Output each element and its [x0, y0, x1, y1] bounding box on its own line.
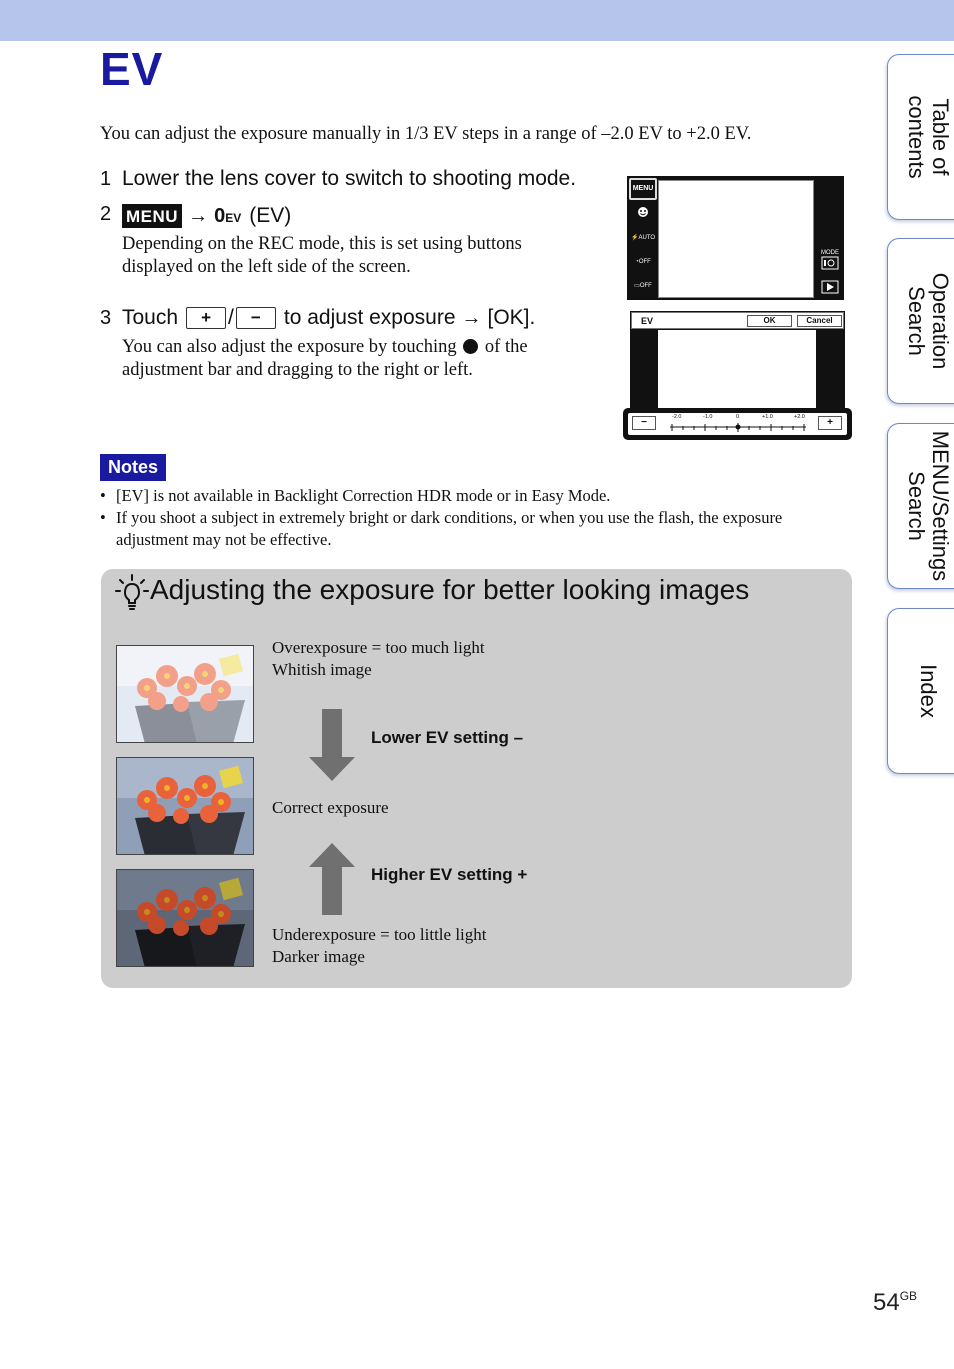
note-item: • If you shoot a subject in extremely bright or dark conditions, or when you use the flash, the exposure adjustment may not be effective. — [100, 507, 840, 551]
plus-key-icon: + — [186, 307, 226, 329]
minus-key-icon: − — [236, 307, 276, 329]
ev-viewfinder — [658, 330, 816, 413]
arrow-icon: → — [188, 204, 209, 227]
note-item: • [EV] is not available in Backlight Correction HDR mode or in Easy Mode. — [100, 485, 840, 507]
arrow-icon: → — [461, 306, 482, 329]
self-timer-off-icon: ◔OFF — [635, 259, 651, 265]
tick-label: +1.0 — [762, 414, 773, 420]
arrow-down-icon — [309, 709, 355, 781]
bullet-dot-icon — [463, 339, 478, 354]
ev-screen-label: EV — [641, 316, 654, 326]
correct-exposure-photo — [116, 757, 254, 855]
notes-label: Notes — [100, 454, 166, 481]
adjustment-bar — [623, 408, 852, 440]
tab-menu-settings-search[interactable]: MENU/Settings Search — [887, 423, 954, 589]
step-2-body: Depending on the REC mode, this is set using buttons displayed on the left side of the screen. — [122, 234, 522, 277]
minus-button-icon: − — [632, 416, 656, 430]
top-banner — [0, 0, 954, 41]
step-2-heading — [122, 204, 291, 228]
page-number: $54^{GB}$ — [873, 1289, 918, 1316]
tab-table-of-contents[interactable]: Table of contents — [887, 54, 954, 220]
underexposed-photo — [116, 869, 254, 967]
lightbulb-icon — [114, 572, 150, 612]
lower-ev-label: Lower EV setting – — [371, 728, 524, 747]
step-2-number: 2 — [100, 203, 112, 225]
step-2-ev-label: (EV) — [249, 204, 292, 227]
step-3-number: 3 — [100, 307, 112, 329]
tab-operation-search[interactable]: Operation Search — [887, 238, 954, 404]
ev-top-bar — [631, 312, 844, 329]
underexposure-text: Underexposure = too little light Darker image — [272, 925, 487, 966]
cancel-button-icon: Cancel — [797, 315, 842, 327]
step-3-heading: Touch + / − to adjust exposure → [OK]. — [122, 306, 536, 329]
tick-label: 0 — [736, 414, 740, 420]
camera-viewfinder — [658, 180, 814, 298]
correct-exposure-text: Correct exposure — [272, 798, 389, 817]
ev-icon: 0EV — [214, 204, 242, 227]
ok-button-icon: OK — [747, 315, 792, 327]
playback-icon — [819, 280, 841, 296]
overexposed-photo — [116, 645, 254, 743]
arrow-up-icon — [309, 843, 355, 915]
overexposure-text: Overexposure = too much light Whitish image — [272, 638, 485, 679]
step-1-heading: Lower the lens cover to switch to shooting mode. — [122, 167, 577, 190]
intro-text: You can adjust the exposure manually in 1/3 EV steps in a range of –2.0 EV to +2.0 EV. — [100, 124, 752, 144]
menu-key-icon: MENU — [122, 204, 182, 228]
tab-index[interactable]: Index — [887, 608, 954, 774]
page-title: EV — [100, 43, 164, 95]
tick-label: -2.0 — [672, 414, 682, 420]
display-off-icon: ▭OFF — [634, 283, 652, 289]
notes-list — [100, 485, 840, 551]
adjustment-scale — [668, 421, 808, 433]
plus-button-icon: + — [818, 416, 842, 430]
smile-icon — [630, 205, 656, 225]
hint-title: Adjusting the exposure for better looking images — [150, 574, 750, 605]
higher-ev-label: Higher EV setting + — [371, 865, 528, 884]
menu-button-icon: MENU — [629, 178, 657, 200]
tick-label: -1.0 — [703, 414, 713, 420]
flash-auto-icon: ⚡AUTO — [630, 235, 656, 241]
step-1-number: 1 — [100, 168, 112, 190]
camera-screen-shooting — [627, 176, 844, 300]
step-3-body: You can also adjust the exposure by touching of the adjustment bar and dragging to the right or left. — [122, 337, 528, 380]
tick-label: +2.0 — [794, 414, 805, 420]
mode-icon: MODE — [819, 250, 841, 272]
camera-screen-ev — [630, 311, 845, 413]
